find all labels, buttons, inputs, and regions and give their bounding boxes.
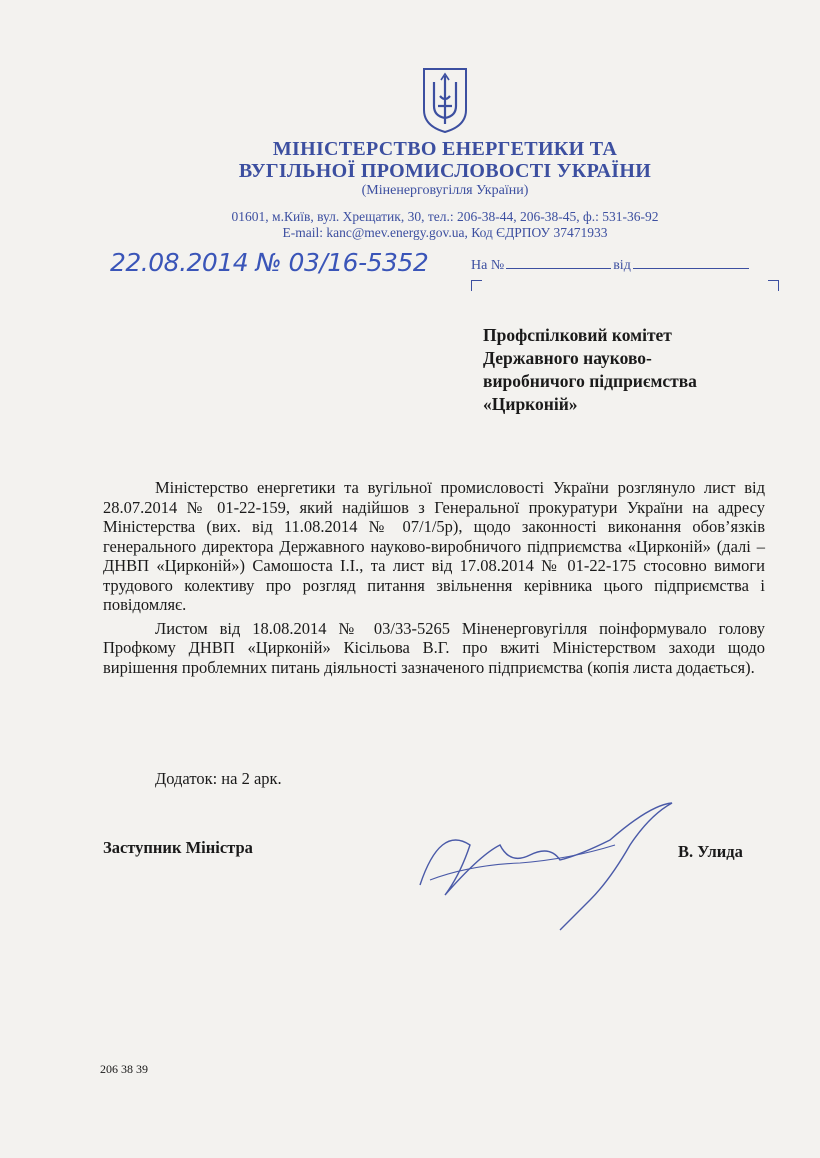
addressee-line: виробничого підприємства — [483, 371, 697, 391]
attachment-note: Додаток: на 2 арк. — [155, 769, 282, 788]
letterhead — [100, 138, 790, 241]
registration-number: 22.08.2014 № 03/16-5352 — [110, 248, 429, 277]
signatory-role: Заступник Міністра — [103, 838, 253, 857]
addressee-line: Державного науково- — [483, 348, 652, 368]
vid-label: від — [613, 258, 631, 273]
ministry-title-line2: ВУГІЛЬНОЇ ПРОМИСЛОВОСТІ УКРАЇНИ — [238, 160, 652, 182]
address-corner-right — [768, 280, 779, 291]
addressee-line: «Цирконій» — [483, 394, 578, 414]
body-paragraph: Листом від 18.08.2014 № 03/33-5265 Міненерговугілля поінформувало голову Профкому ДНВП «Цирконій» Кісільова В.Г. про вжиті Міністерством заходи щодо вирішення проблемних питань діяльності зазначеного підприємства (копія листа додається). — [103, 618, 765, 677]
address-corner-left — [471, 280, 482, 291]
ministry-address: 01601, м.Київ, вул. Хрещатик, 30, тел.: 206-38-44, 206-38-45, ф.: 531-36-92 — [231, 209, 659, 224]
executor-phone: 206 38 39 — [100, 1062, 148, 1076]
reference-line — [471, 256, 749, 274]
na-label: На № — [471, 258, 505, 273]
ministry-title-line1: МІНІСТЕРСТВО ЕНЕРГЕТИКИ ТА — [272, 138, 618, 160]
body-paragraph: Міністерство енергетики та вугільної промисловості України розглянуло лист від 28.07.2014 № 01-22-159, який надійшов з Генеральної прокуратури України на адресу Міністерства (вих. від 11.08.2014 № 07/1/5р), щодо законності виконання обов’язків генерального директора Державного науково-виробничого підприємства «Цирконій» (далі – ДНВП «Цирконій») Самошоста І.І., та лист від 17.08.2014 № 01-22-175 стосовно вимоги трудового колективу про розгляд питання звільнення керівника цього підприємства і повідомляє. — [103, 478, 765, 614]
addressee-block — [483, 324, 697, 416]
ministry-short-name: (Міненерговугілля України) — [361, 183, 529, 198]
ministry-email: E-mail: kanc@mev.energy.gov.ua, Код ЄДРПОУ 37471933 — [282, 225, 608, 240]
addressee-line: Профспілковий комітет — [483, 325, 672, 345]
reference-number-blank — [506, 256, 611, 269]
reference-date-blank — [633, 256, 749, 269]
trident-emblem-icon — [420, 66, 470, 134]
handwritten-signature — [410, 785, 690, 935]
letter-body — [103, 478, 765, 681]
signatory-name: В. Улида — [678, 842, 743, 861]
